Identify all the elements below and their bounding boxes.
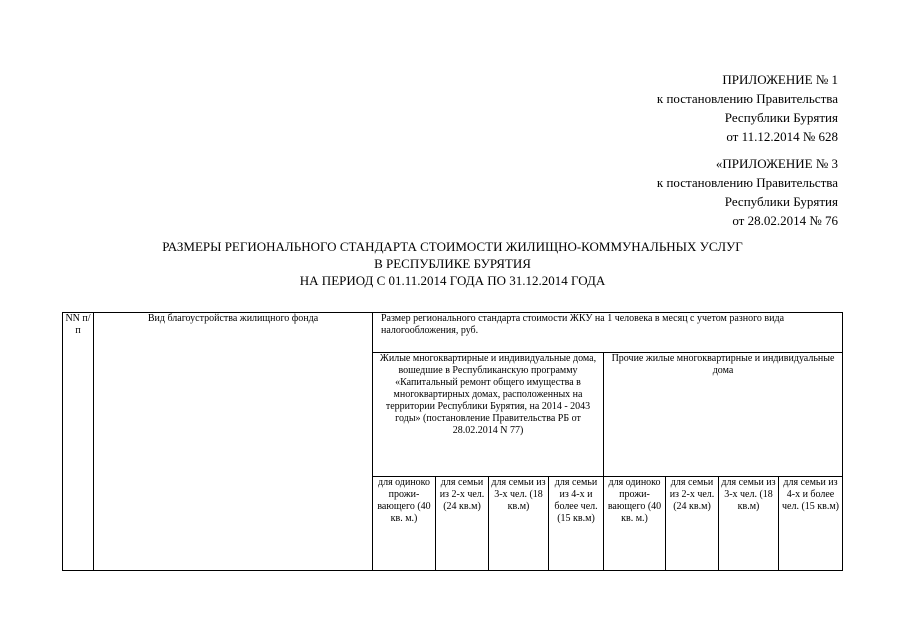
subheader-g2-family-2: для семьи из 2-х чел. (24 кв.м) (666, 477, 719, 571)
attachment-3-header (657, 154, 838, 230)
attachment-1-republic: Республики Бурятия (724, 110, 838, 125)
standard-cost-table (62, 312, 843, 571)
subheader-g2-family-3: для семьи из 3-х чел. (18 кв.м) (719, 477, 779, 571)
attachment-3-republic: Республики Бурятия (724, 194, 838, 209)
attachment-1-header (657, 70, 838, 146)
title-line-3: НА ПЕРИОД С 01.11.2014 ГОДА ПО 31.12.2014 ГОДА (299, 273, 606, 288)
subheader-g2-single: для одиноко прожи-вающего (40 кв. м.) (604, 477, 666, 571)
header-housing-type: Вид благоустройства жилищного фонда (94, 313, 373, 571)
attachment-3-number: «ПРИЛОЖЕНИЕ № 3 (715, 156, 838, 171)
title-line-2: В РЕСПУБЛИКЕ БУРЯТИЯ (374, 256, 531, 271)
title-line-1: РАЗМЕРЫ РЕГИОНАЛЬНОГО СТАНДАРТА СТОИМОСТИ ЖИЛИЩНО-КОММУНАЛЬНЫХ УСЛУГ (162, 239, 743, 254)
subheader-g1-family-4: для семьи из 4-х и более чел. (15 кв.м) (549, 477, 604, 571)
attachment-3-resolution: к постановлению Правительства (656, 175, 838, 190)
header-group-capital-repair: Жилые многоквартирные и индивидуальные дома, вошедшие в Республиканскую программу «Капитальный ремонт общего имущества в многоквартирных домах, расположенных на территории Республики Бурятия, на 2014 - 2043 годы» (постановление Правительства РБ от 28.02.2014 N 77) (373, 353, 604, 477)
attachment-1-date: от 11.12.2014 № 628 (726, 129, 838, 144)
subheader-g1-family-3: для семьи из 3-х чел. (18 кв.м) (489, 477, 549, 571)
document-title (0, 238, 905, 289)
header-standard-size: Размер регионального стандарта стоимости ЖКУ на 1 человека в месяц с учетом разного вида налогообложения, руб. (373, 313, 843, 353)
subheader-g1-single: для одиноко прожи-вающего (40 кв. м.) (373, 477, 436, 571)
attachment-3-date: от 28.02.2014 № 76 (732, 213, 838, 228)
header-group-other-houses: Прочие жилые многоквартирные и индивидуальные дома (604, 353, 843, 477)
header-nn: NN п/п (63, 313, 94, 571)
subheader-g1-family-2: для семьи из 2-х чел. (24 кв.м) (436, 477, 489, 571)
attachment-1-resolution: к постановлению Правительства (656, 91, 838, 106)
subheader-g2-family-4: для семьи из 4-х и более чел. (15 кв.м) (779, 477, 843, 571)
attachment-1-number: ПРИЛОЖЕНИЕ № 1 (722, 72, 838, 87)
